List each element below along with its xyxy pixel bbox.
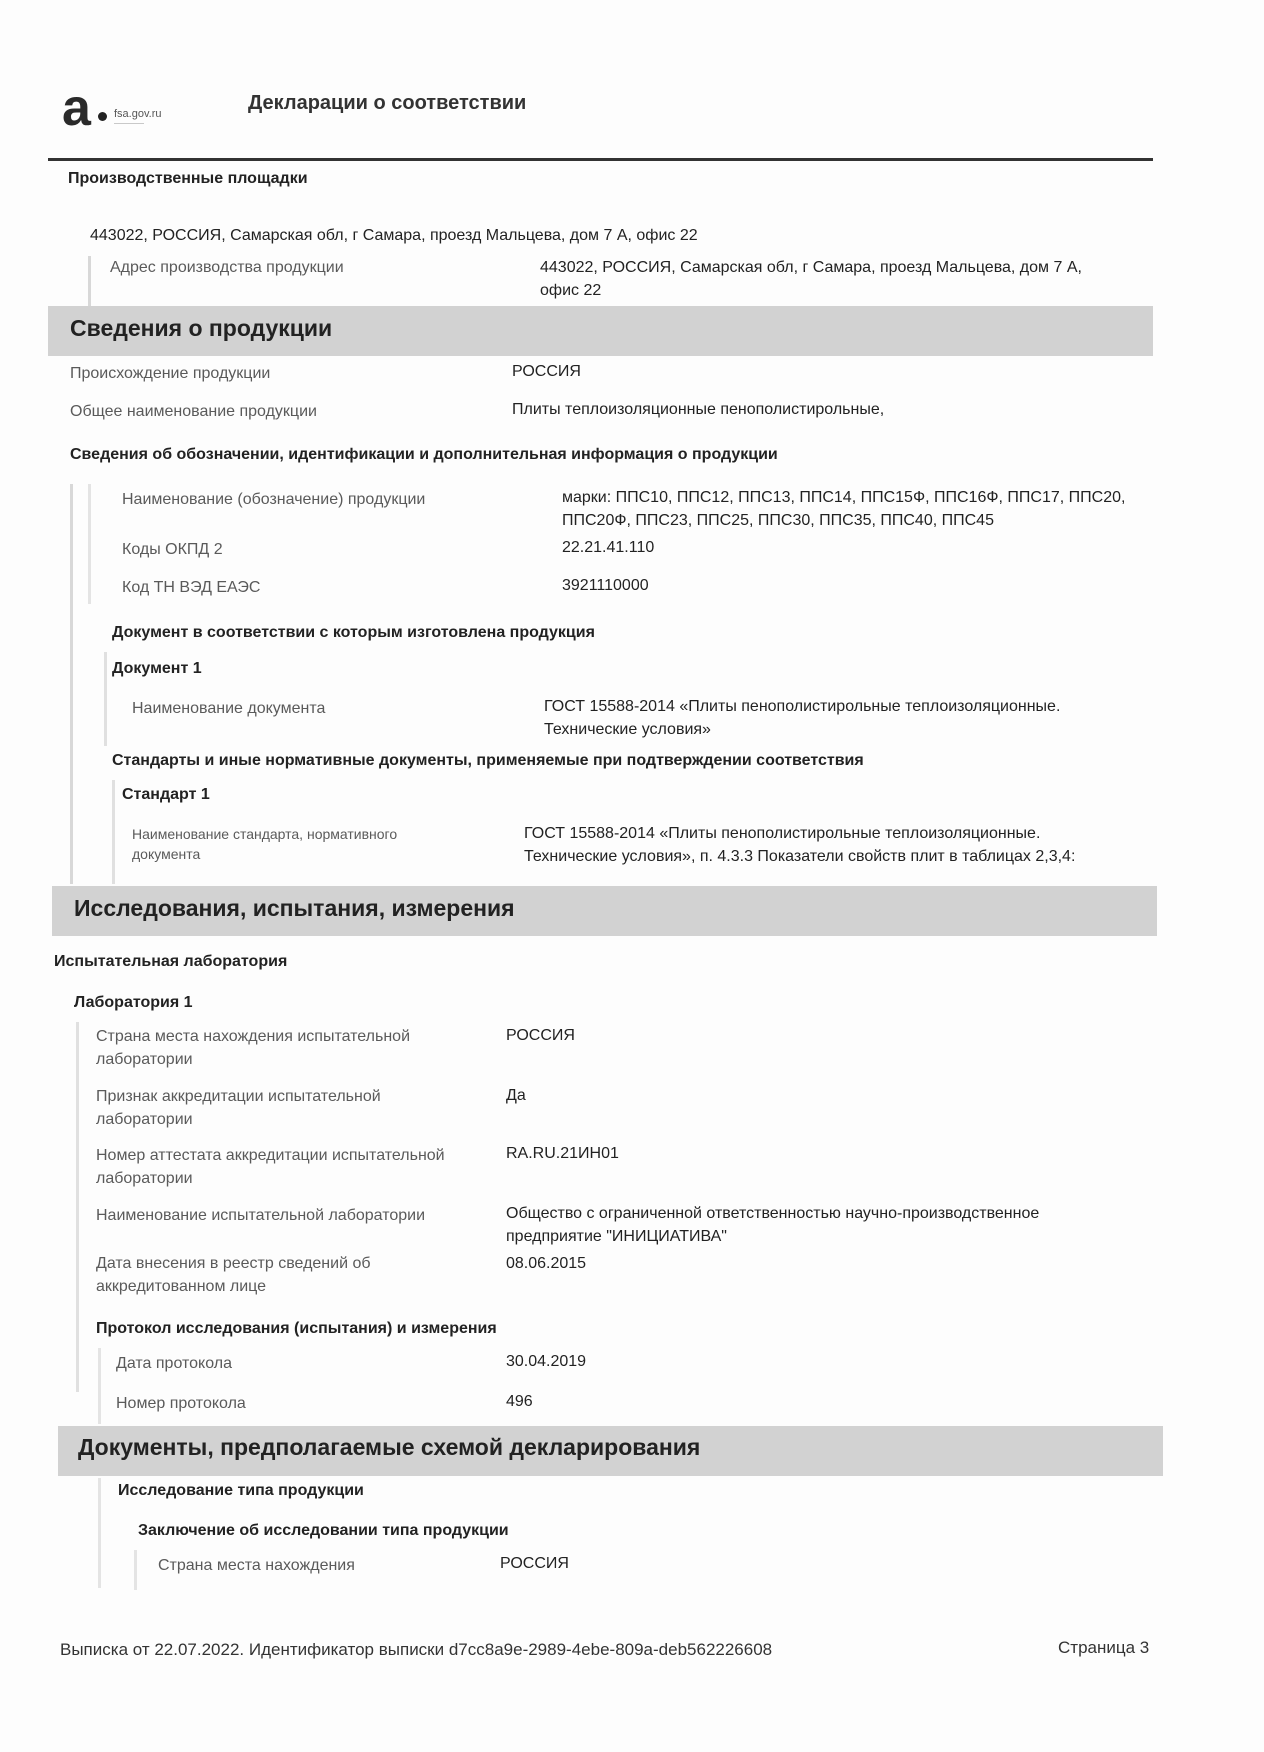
protocol-number-value: 496 [506,1393,533,1410]
lab-name-label: Наименование испытательной лаборатории [96,1207,426,1224]
lab-name-value [506,1202,1039,1248]
accreditation-label-line-2: лаборатории [96,1111,193,1128]
designation-line-1: марки: ППС10, ППС12, ППС13, ППС14, ППС15Ф, ППС16Ф, ППС17, ППС20, [562,489,1126,506]
certificate-value: RA.RU.21ИН01 [506,1145,619,1162]
group-bar [98,1478,101,1588]
manufacture-doc-heading: Документ в соответствии с которым изготовлена продукция [112,624,595,641]
registry-date-value: 08.06.2015 [506,1255,587,1272]
conclusion-heading: Заключение об исследовании типа продукции [138,1522,509,1539]
registry-date-label-line-1: Дата внесения в реестр сведений об [96,1255,371,1272]
document-title: Декларации о соответствии [248,92,527,114]
designation-label: Наименование (обозначение) продукции [122,491,426,508]
group-bar [112,780,115,884]
group-bar [104,652,107,746]
logo-site: fsa.gov.ru [114,108,162,120]
registry-date-label-line-2: аккредитованном лице [96,1278,267,1295]
doc-name-line-1: ГОСТ 15588-2014 «Плиты пенополистирольные теплоизоляционные. [544,698,1061,715]
origin-label: Происхождение продукции [70,365,271,382]
production-address-value [540,256,1082,302]
standard-name-line-1: ГОСТ 15588-2014 «Плиты пенополистирольные теплоизоляционные. [524,825,1041,842]
okpd-label: Коды ОКПД 2 [122,541,223,558]
document-1-heading: Документ 1 [112,660,202,677]
identification-heading: Сведения об обозначении, идентификации и дополнительная информация о продукции [70,446,778,463]
production-sites-heading: Производственные площадки [68,170,308,187]
lab-country-label-line-2: лаборатории [96,1051,193,1068]
group-bar [98,1348,101,1424]
okpd-value: 22.21.41.110 [562,539,655,556]
standard-name-value [524,822,1075,868]
section-title-scheme-docs: Документы, предполагаемые схемой декларирования [78,1434,701,1460]
page-number: Страница 3 [1058,1638,1150,1657]
lab-heading: Испытательная лаборатория [54,953,288,970]
protocol-date-value: 30.04.2019 [506,1353,587,1370]
accreditation-label-line-1: Признак аккредитации испытательной [96,1088,381,1105]
standard-name-line-2: Технические условия», п. 4.3.3 Показатели свойств плит в таблицах 2,3,4: [524,848,1076,865]
registry-date-label [96,1252,371,1298]
lab-country-label [96,1025,410,1071]
section-title-product-info: Сведения о продукции [70,315,333,341]
logo-subtitle: ————— [114,121,144,127]
production-address-label: Адрес производства продукции [110,259,344,276]
doc-name-line-2: Технические условия» [544,721,711,738]
lab-1-heading: Лаборатория 1 [74,994,193,1011]
logo-letter: а [62,79,91,137]
header-divider [48,158,1153,161]
protocol-date-label: Дата протокола [116,1355,232,1372]
production-address-line-2: офис 22 [540,282,602,299]
certificate-label-line-2: лаборатории [96,1170,193,1187]
accreditation-label [96,1085,381,1131]
fsa-logo [62,79,202,138]
protocol-heading: Протокол исследования (испытания) и измерения [96,1320,497,1337]
certificate-label [96,1144,445,1190]
group-bar [134,1550,137,1590]
doc-name-label: Наименование документа [132,700,326,717]
type-study-heading: Исследование типа продукции [118,1482,364,1499]
product-name-label: Общее наименование продукции [70,403,317,420]
standard-name-label-line-2: документа [132,846,201,862]
tnved-value: 3921110000 [562,577,649,594]
product-name-value: Плиты теплоизоляционные пенополистирольные, [512,401,885,418]
tnved-label: Код ТН ВЭД ЕАЭС [122,579,261,596]
certificate-label-line-1: Номер аттестата аккредитации испытательной [96,1147,445,1164]
group-bar [88,484,91,604]
production-site-address: 443022, РОССИЯ, Самарская обл, г Самара, проезд Мальцева, дом 7 А, офис 22 [90,227,698,244]
designation-line-2: ППС20Ф, ППС23, ППС25, ППС30, ППС35, ППС40, ППС45 [562,512,994,529]
protocol-number-label: Номер протокола [116,1395,246,1412]
standards-heading: Стандарты и иные нормативные документы, применяемые при подтверждении соответствия [112,752,864,769]
production-address-line-1: 443022, РОССИЯ, Самарская обл, г Самара, проезд Мальцева, дом 7 А, [540,259,1082,276]
standard-name-label-line-1: Наименование стандарта, нормативного [132,826,398,842]
group-bar [88,256,91,306]
designation-value [562,486,1125,532]
doc-name-value [544,695,1060,741]
group-bar [70,484,73,884]
lab-name-line-2: предприятие "ИНИЦИАТИВА" [506,1228,727,1245]
section-title-research: Исследования, испытания, измерения [74,895,515,921]
scheme-country-value: РОССИЯ [500,1555,569,1572]
standard-1-heading: Стандарт 1 [122,786,210,803]
accreditation-value: Да [506,1087,526,1104]
standard-name-label [132,824,397,864]
group-bar [76,1022,79,1392]
lab-country-value: РОССИЯ [506,1027,575,1044]
origin-value: РОССИЯ [512,363,581,380]
lab-country-label-line-1: Страна места нахождения испытательной [96,1028,410,1045]
scheme-country-label: Страна места нахождения [158,1557,355,1574]
extract-footer: Выписка от 22.07.2022. Идентификатор выписки d7cc8a9e-2989-4ebe-809a-deb562226608 [60,1640,773,1659]
lab-name-line-1: Общество с ограниченной ответственностью научно-производственное [506,1205,1040,1222]
logo-dot-icon [98,112,107,121]
